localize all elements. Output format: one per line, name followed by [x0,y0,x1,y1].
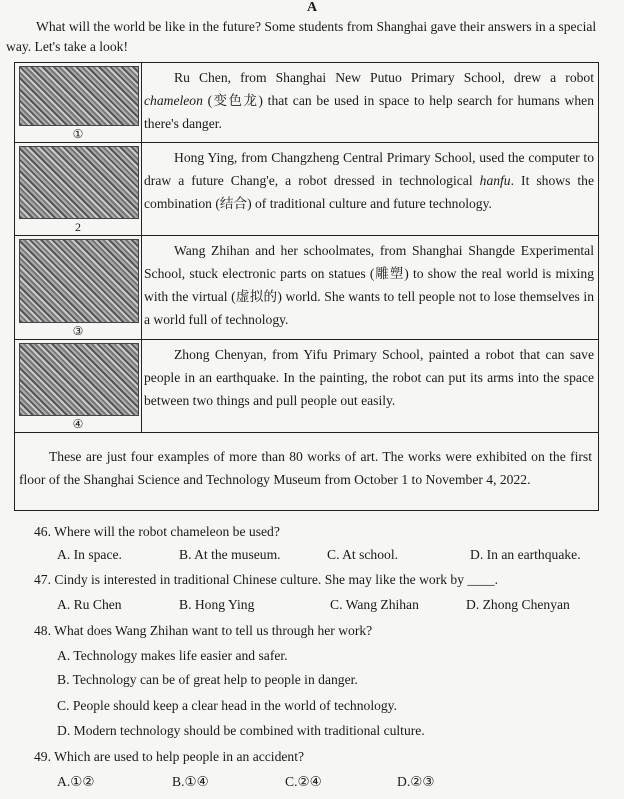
work-text-2: Hong Ying, from Changzheng Central Primary School, used the computer to draw a future Chang'e, a robot dressed in technological hanfu. It shows the combination (结合) of traditional culture and future technology. [144,150,595,211]
q46-option-b: B. At the museum. [179,547,281,562]
question-48: 48. What does Wang Zhihan want to tell us through her work? [34,623,373,638]
q48-option-b: B. Technology can be of great help to people in danger. [57,672,358,687]
artwork-image-3 [19,239,139,323]
question-49: 49. Which are used to help people in an accident? [34,749,305,764]
q49-option-d: D.②③ [397,774,435,789]
artwork-image-1 [19,66,139,126]
q48-option-d: D. Modern technology should be combined with traditional culture. [57,723,425,738]
closing-paragraph: These are just four examples of more than 80 works of art. The works were exhibited on the first floor of the Shanghai Science and Technology Museum from October 1 to November 4, 2022. [19,449,592,487]
q47-option-b: B. Hong Ying [179,597,255,612]
work-row-1 [15,63,598,143]
work-number-1: ① [72,127,84,141]
work-row-2 [15,143,598,236]
question-46: 46. Where will the robot chameleon be used? [34,524,280,539]
work-text-3: Wang Zhihan and her schoolmates, from Shanghai Shangde Experimental School, stuck electronic parts on statues (雕塑) to show the real world is mixing with the virtual (虚拟的) world. She wants to tell people not to lose themselves in a world full of technology. [144,243,594,327]
q46-option-a: A. In space. [57,547,122,562]
work-row-4 [15,340,598,433]
work-number-4: ④ [72,417,84,431]
artwork-image-2 [19,146,139,219]
work-number-3: ③ [72,324,84,338]
q48-option-c: C. People should keep a clear head in the world of technology. [57,698,397,713]
artwork-image-4 [19,343,139,416]
work-number-2: 2 [75,220,81,234]
q49-option-a: A.①② [57,774,95,789]
q46-option-c: C. At school. [327,547,398,562]
q47-option-a: A. Ru Chen [57,597,122,612]
q49-option-c: C.②④ [285,774,322,789]
intro-paragraph: What will the world be like in the future? Some students from Shanghai gave their answers in a special way. Let's take a look! [6,19,597,54]
q46-option-d: D. In an earthquake. [470,547,581,562]
work-text-4: Zhong Chenyan, from Yifu Primary School, painted a robot that can save people in an earthquake. In the painting, the robot can put its arms into the space between two things and pull people out easily. [144,347,594,408]
work-row-3 [15,236,598,340]
works-table [14,62,599,511]
q47-option-d: D. Zhong Chenyan [466,597,570,612]
q47-option-c: C. Wang Zhihan [330,597,419,612]
question-47: 47. Cindy is interested in traditional Chinese culture. She may like the work by ____. [34,572,498,587]
section-title: A [306,0,318,15]
q48-option-a: A. Technology makes life easier and safer. [57,648,288,663]
q49-option-b: B.①④ [172,774,209,789]
work-text-1: Ru Chen, from Shanghai New Putuo Primary School, drew a robot chameleon (变色龙) that can be used in space to help search for humans when there's danger. [144,70,594,131]
